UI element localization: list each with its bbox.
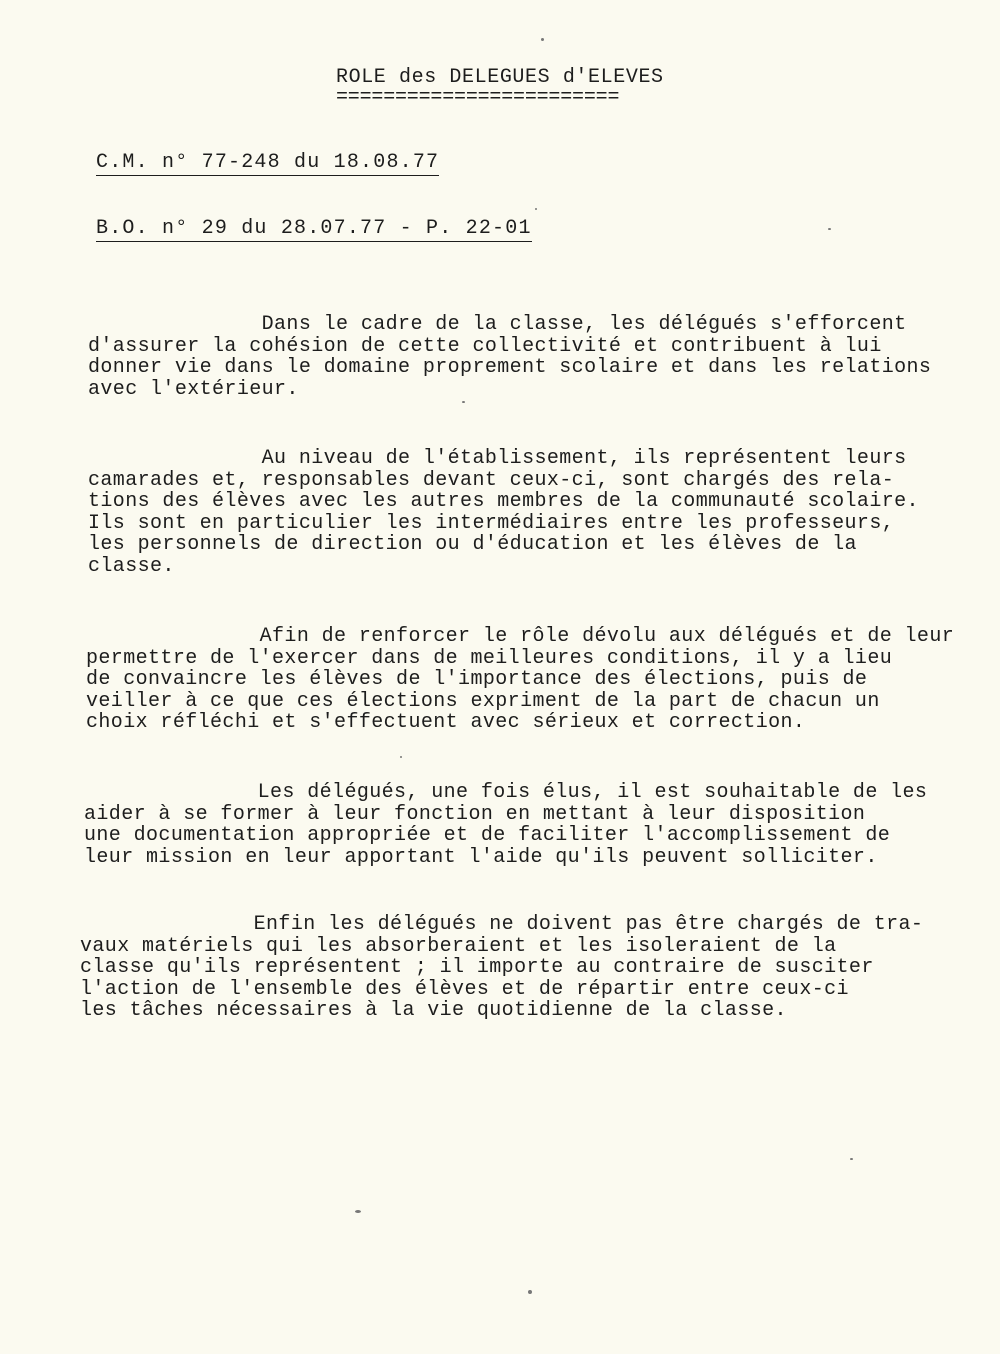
paragraph-3: Afin de renforcer le rôle dévolu aux délégués et de leur permettre de l'exercer dans de meilleures conditions, il y a lieu de convaincre les élèves de l'importance des élections, puis de veiller à ce que ces élections expriment de la part de chacun un choix réfléchi et s'effectuent avec sérieux et correction. — [86, 625, 955, 734]
scan-speck — [828, 228, 831, 230]
scan-speck — [850, 1158, 853, 1160]
paragraph-4: Les délégués, une fois élus, il est souhaitable de les aider à se former à leur fonction en mettant à leur disposition une documentation appropriée et de faciliter l'accomplissement de leur mission en leur apportant l'aide qu'ils peuvent solliciter. — [84, 781, 928, 869]
title-underline: ======================== — [336, 86, 620, 109]
paragraph-2: Au niveau de l'établissement, ils représentent leurs camarades et, responsables devant ceux-ci, sont chargés des rela- tions des élèves avec les autres membres de la communauté scolaire. Ils sont en particulier les intermédiaires entre les professeurs, les personnels de direction ou d'éducation et les élèves de la classe. — [88, 447, 919, 578]
scan-speck — [355, 1210, 361, 1213]
scan-speck — [400, 756, 402, 758]
scan-speck — [541, 38, 544, 41]
reference-circular: C.M. n° 77-248 du 18.08.77 — [96, 151, 440, 174]
paragraph-1: Dans le cadre de la classe, les délégués s'efforcent d'assurer la cohésion de cette collectivité et contribuent à lui donner vie dans le domaine proprement scolaire et dans les relations avec l'extérieur. — [88, 313, 932, 401]
scan-speck — [535, 208, 537, 210]
document-title: ROLE des DELEGUES d'ELEVES — [336, 66, 664, 89]
scan-speck — [528, 1290, 532, 1294]
reference-bulletin: B.O. n° 29 du 28.07.77 - P. 22-01 — [96, 217, 532, 240]
paragraph-5: Enfin les délégués ne doivent pas être chargés de tra- vaux matériels qui les absorberaient et les isoleraient de la classe qu'ils représentent ; il importe au contraire de susciter l'action de l'ensemble des élèves et de répartir entre ceux-ci les tâches nécessaires à la vie quotidienne de la classe. — [80, 913, 924, 1022]
scan-speck — [462, 401, 465, 403]
